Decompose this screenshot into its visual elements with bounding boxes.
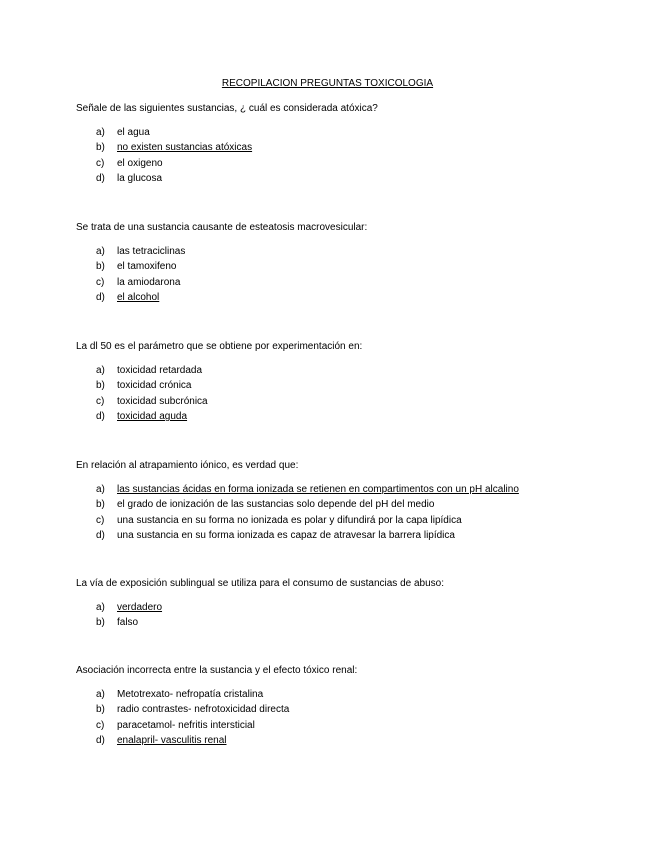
option-a	[76, 363, 636, 379]
question-text: La vía de exposición sublingual se utiliza para el consumo de sustancias de abuso:	[76, 578, 445, 589]
question-5	[76, 577, 636, 631]
option-text: las tetraciclinas	[117, 245, 186, 257]
option-text: la amiodarona	[117, 276, 181, 288]
option-d	[76, 410, 636, 426]
options-list	[76, 482, 636, 544]
option-letter: c)	[96, 276, 105, 288]
options-list	[76, 600, 636, 631]
question-2	[76, 221, 636, 306]
options-list	[76, 125, 636, 187]
option-letter: a)	[96, 126, 105, 138]
option-letter: d)	[96, 411, 105, 423]
option-text: toxicidad retardada	[117, 364, 203, 376]
option-text: paracetamol- nefritis intersticial	[117, 719, 255, 731]
option-c	[76, 275, 636, 291]
option-text: radio contrastes- nefrotoxicidad directa	[117, 704, 290, 716]
option-text: el agua	[117, 126, 150, 138]
option-b	[76, 141, 636, 157]
option-letter: d)	[96, 530, 105, 542]
option-d	[76, 172, 636, 188]
option-letter: d)	[96, 735, 105, 747]
option-b	[76, 616, 636, 632]
option-text: toxicidad subcrónica	[117, 395, 208, 407]
question-text: Señale de las siguientes sustancias, ¿ cuál es considerada atóxica?	[76, 103, 378, 114]
option-letter: b)	[96, 261, 105, 273]
option-c	[76, 394, 636, 410]
option-letter: d)	[96, 173, 105, 185]
option-text: el oxigeno	[117, 157, 163, 169]
option-letter: d)	[96, 292, 105, 304]
option-letter: c)	[96, 514, 105, 526]
option-text: toxicidad crónica	[117, 380, 192, 392]
question-text: Se trata de una sustancia causante de esteatosis macrovesicular:	[76, 222, 368, 233]
option-b	[76, 498, 636, 514]
document-title: RECOPILACION PREGUNTAS TOXICOLOGIA	[221, 78, 434, 89]
option-text: una sustancia en su forma ionizada es capaz de atravesar la barrera lipídica	[117, 530, 455, 542]
option-d	[76, 291, 636, 307]
option-text: falso	[117, 617, 139, 629]
option-text: una sustancia en su forma no ionizada es polar y difundirá por la capa lipídica	[117, 514, 462, 526]
question-1	[76, 102, 636, 187]
option-text-correct: toxicidad aguda	[117, 411, 188, 423]
option-letter: c)	[96, 157, 105, 169]
option-letter: b)	[96, 142, 105, 154]
option-text: la glucosa	[117, 173, 163, 185]
option-text: el grado de ionización de las sustancias solo depende del pH del medio	[117, 499, 435, 511]
option-a	[76, 687, 636, 703]
options-list	[76, 363, 636, 425]
question-text: La dl 50 es el parámetro que se obtiene por experimentación en:	[76, 341, 363, 352]
option-d	[76, 734, 636, 750]
option-letter: b)	[96, 499, 105, 511]
option-letter: c)	[96, 719, 105, 731]
option-c	[76, 156, 636, 172]
option-text-correct: no existen sustancias atóxicas	[117, 142, 253, 154]
option-letter: b)	[96, 704, 105, 716]
question-3	[76, 340, 636, 425]
options-list	[76, 687, 636, 749]
option-letter: a)	[96, 245, 105, 257]
question-text: En relación al atrapamiento iónico, es verdad que:	[76, 460, 299, 471]
option-text-correct: enalapril- vasculitis renal	[117, 735, 227, 747]
option-letter: a)	[96, 364, 105, 376]
option-letter: a)	[96, 688, 105, 700]
option-letter: a)	[96, 601, 105, 613]
option-letter: c)	[96, 395, 105, 407]
option-c	[76, 718, 636, 734]
options-list	[76, 244, 636, 306]
option-letter: b)	[96, 617, 105, 629]
option-b	[76, 260, 636, 276]
option-a	[76, 244, 636, 260]
question-4	[76, 459, 636, 544]
option-text-correct: verdadero	[117, 601, 163, 613]
option-c	[76, 513, 636, 529]
option-letter: a)	[96, 483, 105, 495]
question-text: Asociación incorrecta entre la sustancia y el efecto tóxico renal:	[76, 665, 358, 676]
option-letter: b)	[96, 380, 105, 392]
option-text: el tamoxifeno	[117, 261, 177, 273]
option-d	[76, 529, 636, 545]
option-b	[76, 703, 636, 719]
question-6	[76, 664, 636, 749]
option-a	[76, 600, 636, 616]
option-text: Metotrexato- nefropatía cristalina	[117, 688, 264, 700]
option-a	[76, 125, 636, 141]
option-text-correct: las sustancias ácidas en forma ionizada se retienen en compartimentos con un pH alcalino	[117, 483, 519, 495]
option-a	[76, 482, 636, 498]
option-b	[76, 379, 636, 395]
option-text-correct: el alcohol	[117, 292, 160, 304]
